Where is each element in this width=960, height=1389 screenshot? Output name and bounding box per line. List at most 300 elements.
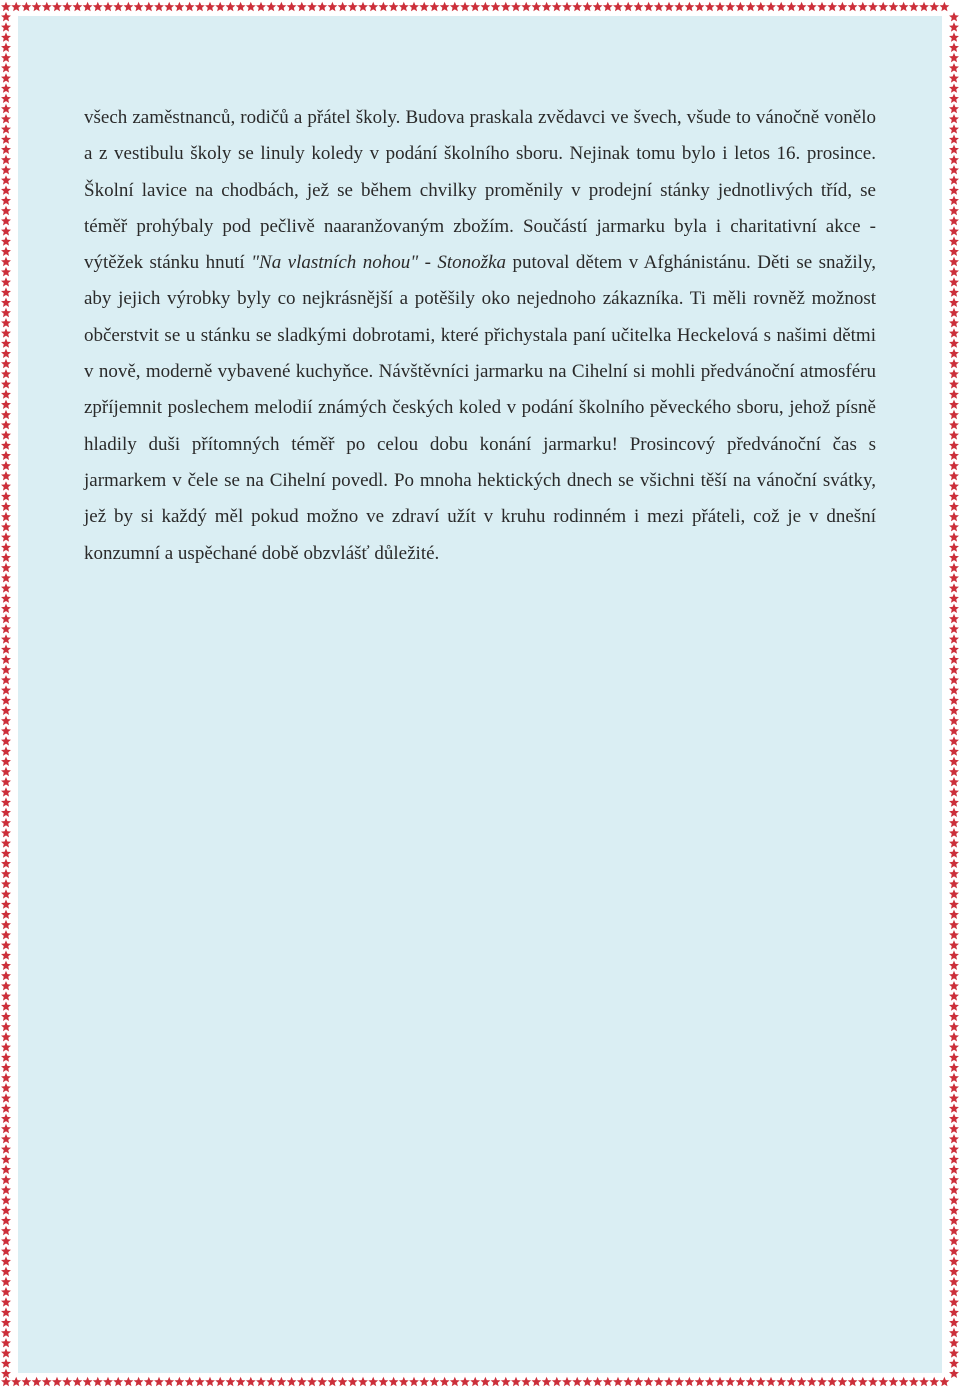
star-icon [949,63,959,72]
star-icon [460,1377,470,1386]
star-icon [1,1134,11,1143]
star-icon [531,1377,541,1386]
star-icon [205,2,215,11]
star-icon [62,2,72,11]
star-icon [1,63,11,72]
star-icon [949,1267,959,1276]
star-icon [949,1185,959,1194]
star-icon [949,848,959,857]
star-icon [949,1012,959,1021]
star-icon [582,1377,592,1386]
star-icon [949,389,959,398]
star-icon [949,400,959,409]
star-icon [1,196,11,205]
star-icon [1,165,11,174]
star-icon [368,1377,378,1386]
star-icon [949,308,959,317]
star-icon [62,1377,72,1386]
star-icon [949,777,959,786]
star-icon [684,2,694,11]
star-icon [123,2,133,11]
star-icon [949,787,959,796]
star-icon [939,2,949,11]
star-icon [317,1377,327,1386]
star-icon [1,277,11,286]
star-icon [1,757,11,766]
star-icon [949,451,959,460]
star-icon [266,1377,276,1386]
star-icon [949,1154,959,1163]
star-icon [419,2,429,11]
star-icon [725,2,735,11]
star-icon [949,1246,959,1255]
star-icon [205,1377,215,1386]
star-icon [949,675,959,684]
star-icon [949,695,959,704]
star-icon [1,349,11,358]
star-icon [1,940,11,949]
star-icon [644,2,654,11]
star-icon [1,685,11,694]
star-icon [1,1042,11,1051]
article-paragraph [84,100,876,572]
star-icon [429,1377,439,1386]
star-icon [1,746,11,755]
star-icon [949,43,959,52]
star-icon [1,247,11,256]
star-icon [746,2,756,11]
star-icon [613,1377,623,1386]
star-icon [195,1377,205,1386]
star-icon [1,1175,11,1184]
star-icon [949,83,959,92]
star-icon [644,1377,654,1386]
star-icon [1,889,11,898]
star-icon [1,859,11,868]
star-icon [949,991,959,1000]
star-icon [949,1307,959,1316]
star-icon [949,644,959,653]
star-icon [786,1377,796,1386]
star-icon [1,1103,11,1112]
star-icon [1,1083,11,1092]
star-icon [521,2,531,11]
star-icon [113,1377,123,1386]
star-icon [409,2,419,11]
star-icon [797,1377,807,1386]
star-icon [1,134,11,143]
star-icon [949,1287,959,1296]
star-icon [1,655,11,664]
star-icon [582,2,592,11]
star-icon [1,410,11,419]
star-icon [1,267,11,276]
star-icon [297,2,307,11]
star-icon [134,1377,144,1386]
star-icon [83,2,93,11]
star-icon [358,1377,368,1386]
star-icon [949,216,959,225]
star-icon [949,94,959,103]
star-icon [949,236,959,245]
star-icon [949,1216,959,1225]
star-icon [429,2,439,11]
star-icon [1,777,11,786]
star-icon [1,1144,11,1153]
star-icon [949,104,959,113]
star-icon [949,971,959,980]
star-icon [1,1001,11,1010]
star-icon [1,695,11,704]
article-body [84,100,876,572]
star-icon [654,1377,664,1386]
star-icon [766,1377,776,1386]
star-icon [266,2,276,11]
star-icon [185,1377,195,1386]
star-icon [949,614,959,623]
star-icon [674,1377,684,1386]
star-icon [1,226,11,235]
star-icon [93,1377,103,1386]
star-icon [1,451,11,460]
star-icon [358,2,368,11]
star-icon [837,1377,847,1386]
star-icon [929,2,939,11]
star-icon [949,359,959,368]
star-icon [1,879,11,888]
star-icon [949,1042,959,1051]
star-icon [919,2,929,11]
star-icon [1,838,11,847]
star-icon [949,828,959,837]
star-icon [949,124,959,133]
star-icon [154,2,164,11]
star-icon [949,1083,959,1092]
star-icon [949,818,959,827]
star-icon [164,2,174,11]
star-icon [491,2,501,11]
star-icon [949,746,959,755]
star-icon [1,797,11,806]
star-icon [1,604,11,613]
star-icon [154,1377,164,1386]
star-icon [878,1377,888,1386]
star-icon [501,1377,511,1386]
star-icon [1,491,11,500]
star-icon [1,1236,11,1245]
star-icon [1,22,11,31]
star-icon [1,1073,11,1082]
star-icon [949,726,959,735]
star-icon [949,1144,959,1153]
star-icon [256,1377,266,1386]
star-icon [786,2,796,11]
star-icon [949,471,959,480]
star-icon [899,1377,909,1386]
star-icon [1,1277,11,1286]
star-icon [949,573,959,582]
star-icon [949,298,959,307]
star-icon [725,1377,735,1386]
star-icon [623,1377,633,1386]
stonozka-italic-text: "Na vlastních nohou" - Stonožka [251,252,507,274]
star-icon [868,2,878,11]
star-icon [32,2,42,11]
star-icon [42,1377,52,1386]
star-icon [1,236,11,245]
star-icon [827,2,837,11]
star-icon [1,899,11,908]
star-icon [949,532,959,541]
star-icon [542,2,552,11]
star-icon [756,1377,766,1386]
star-icon [470,2,480,11]
star-icon [1,1093,11,1102]
star-icon [1,981,11,990]
star-icon [1,634,11,643]
star-icon [1,338,11,347]
star-icon [389,1377,399,1386]
star-icon [949,685,959,694]
star-icon [1,206,11,215]
star-icon [949,1358,959,1367]
star-icon [949,491,959,500]
star-icon [1,614,11,623]
star-icon [949,930,959,939]
star-icon [1,1358,11,1367]
star-icon [256,2,266,11]
star-icon [949,1256,959,1265]
star-icon [949,247,959,256]
star-icon [949,145,959,154]
star-icon [1,53,11,62]
star-icon [1,318,11,327]
star-icon [1,971,11,980]
star-icon [949,512,959,521]
star-icon [1,287,11,296]
star-icon [949,1032,959,1041]
star-icon [817,1377,827,1386]
star-icon [949,838,959,847]
star-icon [827,1377,837,1386]
star-icon [378,1377,388,1386]
star-icon [949,277,959,286]
star-icon [949,155,959,164]
star-icon [297,1377,307,1386]
star-icon [664,2,674,11]
star-icon [1,481,11,490]
star-icon [1,848,11,857]
star-icon [72,1377,82,1386]
star-icon [11,1377,21,1386]
star-icon [949,369,959,378]
star-icon [399,2,409,11]
star-icon [949,338,959,347]
star-icon [949,22,959,31]
star-icon [1,1195,11,1204]
star-icon [1,808,11,817]
star-icon [807,2,817,11]
star-icon [21,2,31,11]
star-icon [1,665,11,674]
star-icon [215,2,225,11]
star-icon [949,440,959,449]
star-icon [338,2,348,11]
star-icon [1,991,11,1000]
star-icon [327,1377,337,1386]
star-icon [705,1377,715,1386]
star-icon [1,1205,11,1214]
star-icon [1,104,11,113]
star-icon [949,410,959,419]
star-icon [909,2,919,11]
star-icon [868,1377,878,1386]
star-icon [215,1377,225,1386]
star-icon [949,736,959,745]
star-icon [1,522,11,531]
star-icon [949,808,959,817]
star-icon [52,2,62,11]
paragraph-text-part2: putoval dětem v Afghánistánu. Děti se snažily, aby jejich výrobky byly co nejkrásnější a potěšily oko nejednoho zákazníka. Ti měli rovněž možnost občerstvit se u stánku se sladkými dobrotami, které přichystala paní učitelka Heckelová s našimi dětmi v nově, moderně vybavené kuchyňce. Návštěvníci jarmarku na Cihelní si mohli předvánoční atmosféru zpříjemnit poslechem melodií známých českých koled v podání školního pěveckého sboru, jehož písně hladily duši přítomných téměř po celou dobu konání jarmarku! Prosincový předvánoční čas s jarmarkem v čele se na Cihelní povedl. Po mnoha hektických dnech se všichni těší na vánoční svátky, jež by si každý měl pokud možno ve zdraví užít v kruhu rodinném i mezi přáteli, což je v dnešní konzumní a uspěchané době obzvlášť důležité. [84,252,876,564]
star-icon [949,553,959,562]
star-icon [949,1297,959,1306]
star-icon [949,1277,959,1286]
star-icon [1,675,11,684]
star-icon [542,1377,552,1386]
star-icon [1,185,11,194]
star-icon [888,1377,898,1386]
star-icon [276,2,286,11]
star-icon [1,1246,11,1255]
star-icon [776,2,786,11]
star-icon [1,726,11,735]
star-icon [1,787,11,796]
star-icon [1,910,11,919]
star-icon [949,563,959,572]
star-icon [389,2,399,11]
star-icon [1,298,11,307]
star-icon [1,1287,11,1296]
star-icon [949,1328,959,1337]
star-icon [338,1377,348,1386]
star-icon [378,2,388,11]
star-icon [1,1256,11,1265]
star-icon [756,2,766,11]
star-icon [164,1377,174,1386]
star-icon [878,2,888,11]
star-icon [949,1338,959,1347]
star-icon [1,43,11,52]
star-icon [450,2,460,11]
star-icon [327,2,337,11]
star-icon [123,1377,133,1386]
star-icon [1,420,11,429]
star-icon [949,267,959,276]
star-icon [695,1377,705,1386]
star-icon [949,1205,959,1214]
star-icon [1,114,11,123]
star-icon [949,859,959,868]
star-icon [949,165,959,174]
star-icon [419,1377,429,1386]
star-icon [939,1377,949,1386]
star-icon [1,1216,11,1225]
star-icon [949,1175,959,1184]
star-icon [1,553,11,562]
star-icon [368,2,378,11]
star-icon [603,2,613,11]
star-icon [1,563,11,572]
star-icon [603,1377,613,1386]
star-icon [134,2,144,11]
star-icon [949,940,959,949]
star-icon [307,2,317,11]
star-icon [929,1377,939,1386]
star-icon [103,1377,113,1386]
star-icon [1,124,11,133]
star-icon [236,1377,246,1386]
star-icon [684,1377,694,1386]
star-icon [593,2,603,11]
star-icon [949,1001,959,1010]
star-icon [949,950,959,959]
star-icon [888,2,898,11]
star-icon [1,1052,11,1061]
star-icon [593,1377,603,1386]
star-icon [174,1377,184,1386]
star-icon [949,1226,959,1235]
star-icon [246,1377,256,1386]
star-icon [1,1154,11,1163]
star-icon [949,757,959,766]
star-icon [1,1328,11,1337]
star-icon [185,2,195,11]
star-icon [858,2,868,11]
star-icon [776,1377,786,1386]
star-icon [246,2,256,11]
star-icon [501,2,511,11]
star-icon [1,706,11,715]
star-icon [1,532,11,541]
star-icon [1,502,11,511]
star-icon [949,114,959,123]
star-icon [1,1318,11,1327]
star-icon [1,155,11,164]
star-icon [93,2,103,11]
star-icon [552,2,562,11]
star-icon [52,1377,62,1386]
star-icon [949,226,959,235]
star-icon [654,2,664,11]
star-icon [949,1195,959,1204]
star-icon [1,1124,11,1133]
star-icon [562,2,572,11]
star-icon [858,1377,868,1386]
star-icon [1,593,11,602]
star-icon [848,1377,858,1386]
star-icon [460,2,470,11]
star-icon [276,1377,286,1386]
paragraph-text-part1: všech zaměstnanců, rodičů a přátel školy. Budova praskala zvědavci ve švech, všude to vánočně vonělo a z vestibulu školy se linuly koledy v podání školního sboru. Nejinak tomu bylo i letos 16. prosince. Školní lavice na chodbách, jež se během chvilky proměnily v prodejní stánky jednotlivých tříd, se téměř prohýbaly pod pečlivě naaranžovaným zbožím. Součástí jarmarku byla i charitativní akce - výtěžek stánku hnutí [84,107,876,274]
star-icon [949,604,959,613]
star-icon [1,512,11,521]
star-icon [562,1377,572,1386]
star-icon [949,1348,959,1357]
star-icon [287,2,297,11]
star-icon [42,2,52,11]
star-icon [949,206,959,215]
star-icon [195,2,205,11]
